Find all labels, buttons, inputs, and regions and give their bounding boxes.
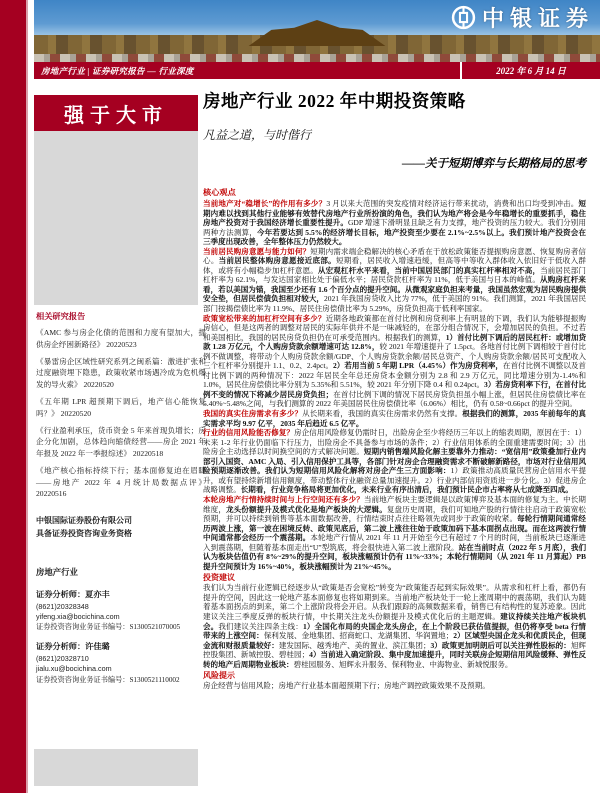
paragraph-segment-plain: 房企经营与信用风险；房地产行业基本面超预期下行；房地产调控政策效果不及预期。 [203, 681, 490, 691]
report-item: 《地产核心指标持续下行；基本面修复迫在眉睫——房地产 2022 年 4 月统计局数据点评》 20220516 [36, 466, 206, 498]
boc-logo-text: 中银证券 [481, 6, 594, 31]
paragraph [203, 681, 586, 691]
paragraph-segment-bold: 短期内销售端风险化解主要靠外力推动：“宽信用”政策叠加行业内部引入国资、AMC 入局、引入信用保护工具等，各部门针对房企合理融资需求不断破解新路径，市场对行业信用风险预期逐渐改善。我们认为短期信用风险化解将对房企产生三方面影响： [203, 447, 586, 476]
paragraph-segment-bold: 从购房杠杆来看，若以美国为锚，我国至少还有 1.6 个百分点的提升空间。从微观家庭负担来考量，我国虽然宏观为居民购房提供安全垫，但居民偿债负担相对较大， [203, 275, 587, 304]
paragraph-segment-plain: GDP 增速下滑明显且缺乏有力支撑，地产投资的压力较大。我们分别用两种方法测算， [203, 218, 586, 237]
report-title: 房地产行业 2022 年中期投资策略 [203, 91, 466, 111]
paragraph-segment-plain: 1）政策推动高质量民营房企信用水平提升，或有望持续新增信用额度，带动整体行业融资总量加速提升。2）行业内部信用资质进一步分化。3）促进房企战略调整。 [203, 466, 586, 495]
main-column [203, 88, 586, 691]
paragraph-segment-bold: 长期看，行业竞争格局将更加优化，未来行业有序出清后，我们预计民企市占率将从七成降至四成。 [240, 485, 573, 495]
paragraph-segment-plain: 旭辉控股集团、新城控股、碧桂园； [203, 640, 586, 660]
paragraph-segment-plain: 我们认为当前行业逻辑已经逐步从“政策是否会宽松”转变为“政策能否起到实际效果”。从需求和杠杆上看，都仍有提升的空间，因此这一轮地产基本面修复也将如期到来。当前地产板块处于一轮上涨周期中的震荡期，我们认为随着基本面拐点的到来，第二个上涨阶段将会开启。从我们跟踪的高频数据来看，销售已有结构性的复苏迹象。因此建议关注三季度反弹的板块行情，中长期关注龙头份额提升及模式优化后的主题逻辑。 [203, 583, 586, 621]
paragraph-segment-bold: 1）首付比例下调后的居民杠杆：或增加贷款 1.28 万亿元，个人购房贷款余额增速可达 12.8%， [203, 332, 586, 352]
paragraph-segment-plain: 当前居民部门杠杆率为 62.1%，与发达国家相比处于偏低水平；居民贷款杠杆率为 11%，低于美国与日本的峰值。 [203, 265, 586, 285]
paragraph-segment-plain: 建发国际、越秀地产、美的置业、滨江集团； [278, 640, 431, 650]
report-date: 2022 年 6 月 14 日 [496, 66, 566, 76]
paragraph [203, 314, 586, 409]
analyst-phone: (8621)20328348 [36, 601, 89, 611]
paragraph-segment-lead: 当前居民购房意愿与能力如何？ [203, 246, 311, 256]
company-block [36, 515, 206, 541]
paragraph-segment-plain: 较 2021 年增速提升了 1.5pct。各地首付比例下调相较于首付比例不做调整，将带动个人购房贷款余额/GDP、个人购房贷款余额/居民总资产、个人购房贷款余额/居民可支配收入三个杠杆率分别提升 1.1、0.2、2.4pct。 [203, 342, 586, 371]
paragraph [203, 495, 586, 571]
section-heading: 风险提示 [203, 671, 235, 681]
paragraph-segment-bold: 1）全国化布局的央国企龙头房企，在上个阶段已获估值提振，但仍将享受 beta 行情带来的上涨空间： [203, 621, 586, 641]
paragraph-segment-bold: 3）若房贷利率下行，在首付比例不变的情况下将减少居民房贷负担； [203, 380, 586, 399]
report-subtitle: 凡益之道，与时偕行 [203, 128, 312, 142]
paragraph-segment-bold: 建议持续关注地产板块机会。 [203, 611, 586, 631]
analyst-role: 证券分析师：夏亦丰 [36, 589, 110, 599]
header-photo-forbidden-city [34, 0, 600, 62]
paragraph-segment-bold: 当前居民整体购房意愿接近底部。 [218, 256, 336, 266]
report-info-bar [34, 62, 600, 79]
boc-coin-icon [451, 5, 476, 30]
paragraph-segment-plain: 近期各地政策都在首付比例和房贷利率上有明显的下调，我们认为能够提振购房信心，但是这两者的调整对居民的实际年供并不是一味减轻的，在部分组合情况下，会增加居民的负担。不过若和美国相比，我国的居民房贷负担仍在可承受范围内。根据我们的测算， [203, 313, 586, 342]
paragraph-segment-lead: 行业的信用风险能否修复？ [203, 428, 295, 438]
bottom-gray-panel [34, 749, 198, 786]
paragraph-segment-plain: 我们建议关注四条主线： [218, 621, 303, 631]
paragraph-segment-plain: 本轮地产行情从 2021 年 11 月开始至今已有超过 7 个月的时间，当前板块已逐渐进入到震荡期，但随着基本面走出“U”型筑底，将会很快进入第二波上涨阶段。 [203, 533, 586, 552]
company-name: 中银国际证券股份有限公司 [36, 516, 132, 526]
rating-badge: 强于大市 [34, 95, 198, 131]
paragraph-segment-bold: 短期内难以找到其他行业能够有效替代房地产行业所扮演的角色，我们认为地产将会是今年稳增长的重要抓手，稳住房地产投资对于我国经济增长重要性提升。 [203, 199, 586, 228]
core-views-body [203, 199, 586, 691]
analyst-email: yifeng.xia@bocichina.com [36, 611, 120, 621]
paragraph-segment-plain: 保利发展、金地集团、招商蛇口、龙湖集团、华润置地； [263, 631, 454, 641]
report-item: 《五年期 LPR 超预期下调后，地产信心能恢复吗？》 20220520 [36, 397, 206, 418]
paragraph [203, 428, 586, 495]
section-heading: 投资建议 [203, 573, 235, 583]
paragraph-segment-bold: 今年若要达到 5.5%的经济增长目标，地产投资至少要在 2.1%~2.5%以上。我们预计地产投资会在三季度出现改善，全年整体压力仍然较大。 [203, 227, 586, 247]
report-item: 《行业盈利承压，货币资金 5 年来首现负增长；房企分化加剧，总体趋向缩债经营——房企 2021 年年报及 2022 年一季报综述》 20220518 [36, 426, 206, 458]
paragraph [203, 583, 586, 669]
company-qualification: 具备证券投资咨询业务资格 [36, 529, 132, 539]
paragraph [203, 247, 586, 314]
paragraph [203, 409, 586, 428]
boc-securities-logo [451, 2, 594, 33]
analyst-email: jialu.xu@bocichina.com [36, 664, 112, 674]
paragraph-segment-bold: 2）区域型央国企龙头和优质民企，但现金流和财报质量较好： [203, 631, 586, 650]
paragraph-segment-plain: 在首付比例不调整以及首付比例下调的两种情况下：2022 年居民全年总还房贷本金额分别为 2.8 和 2.9 万亿元，同比增速分别为-1.4%和 1.0%，居民住房偿债比率分别为 5.35%和 5.51%，较 2021 年分别下降 0.4 和 0.24pct。 [203, 361, 586, 390]
paragraph-segment-plain: 3 月以来大范围的突发疫情对经济运行带来扰动，消费和出口均受到冲击。 [326, 199, 579, 208]
paragraph-segment-bold: 4）当前进入确定阶段、集中度加速提升，同时关联房企短期信用风险缓释、弹性反转的地产后周期物业板块： [203, 650, 586, 669]
paragraph-segment-plain: 当前地产板块主要逻辑是以政策博弈及基本面的修复为主。中长期维度， [203, 494, 586, 514]
paragraph-segment-bold: 3）政策更加明朗后可以关注弹性股标的： [430, 640, 571, 650]
core-views-heading: 核心观点 [203, 188, 236, 197]
paragraph-segment-bold: 站在当前时点（2022 年 5 月底），我们认为板块估值仍有 8%~29%的提升空间，板块涨幅预计仍有 11%~33%；本轮行情期间（从 2021 年 11 月算起）PB 提升空间预计为 16%~40%，板块涨幅预计为 21%~45%。 [203, 542, 586, 571]
analyst-phone: (8621)20328710 [36, 654, 89, 664]
analyst-cert: 证券投资咨询业务证书编号：S1300521070005 [36, 623, 181, 632]
paragraph-segment-lead: 政策宽松带来的加杠杆空间有多少？ [203, 313, 326, 323]
industry-label: 房地产行业 [36, 567, 78, 577]
paragraph-segment-lead: 本轮房地产行情持续时间与上行空间还有多少？ [203, 494, 364, 504]
paragraph-segment-plain: 房企信用风险修复仍需时日，出险房企至少将经历三年以上的缩表周期，原因在于：1）未来 1-2 年行业仍面临下行压力，出险房企不具备参与市场的条件；2）行业信用体系的全面重建需要时间；3）出险房企主动选择以时间换空间的方式解决问题。 [203, 428, 586, 457]
analyst-cert: 证券投资咨询业务证书编号：S1300521110002 [36, 675, 180, 684]
paragraph-segment-bold: 每轮行情期间通常经历两波上涨，第一波在困境反转、政策见底后，第二波上涨往往始于政策加码下基本面拐点出现。而在这两波行情中间通常都会经历一个震荡期。 [203, 514, 586, 543]
related-reports-title: 相关研究报告 [36, 312, 86, 321]
paragraph-segment-lead: 当前地产对“稳增长”的作用有多少？ [203, 199, 327, 208]
analyst-block [36, 641, 206, 685]
analysts-list [36, 589, 206, 685]
sidebar [36, 311, 206, 685]
paragraph-segment-plain: 从长期来看，我国的真实住房需求仍然有支撑。 [302, 409, 463, 419]
paragraph-segment-plain: 短期内需求端企稳解决的核心矛盾在于放松政策能否提振购房意愿、恢复购房者信心。 [203, 246, 586, 266]
paragraph-segment-plain: 2021 年我国房贷收入比为 77%，低于美国的 91%。我们测算，2021 年我国居民部门按揭偿债比率为 11.9%、居民住房偿债比率为 5.29%，房贷负担高于低利率国家。 [203, 294, 586, 314]
paragraph-segment-plain: 碧桂园服务、旭辉永升服务、保利物业、中海物业、新城悦服务。 [293, 659, 513, 669]
report-item: 《AMC 参与房企化债的范围和力度有望加大，提供房企纾困新路径》 20220523 [36, 328, 206, 349]
paragraph-segment-bold: 从宏观杠杆水平来看，当前中国居民部门的真实杠杆率相对不高， [317, 265, 541, 275]
report-item: 《暴雷房企区域性研究系列之闽系篇：激进扩张和过度融资埋下隐患，政策收紧市场遇冷成为危机爆发的导火索》 20220520 [36, 357, 206, 389]
paragraph-segment-bold: 根据我们的测算，2035 年前每年的真实需求平均 9.97 亿平，2035 年后趋近 6.5 亿平。 [203, 409, 586, 428]
analyst-role: 证券分析师：许佳璐 [36, 642, 110, 652]
analyst-block [36, 589, 206, 633]
related-reports-list [36, 327, 206, 499]
paragraph-segment-plain: 短期看，居民收入增速趋缓，但高等中等收入群体收入依旧好于低收入群体，或将有小幅稳步加杠杆意愿。 [203, 256, 586, 275]
paragraph-segment-plain: 在首付比例下调的情况下居民房贷负担虽小幅上涨，但居民住房偿债比率在 5.40%~5.48%之间，与我们测算的 2022 年美国居民住房偿债比率（6.06%）相比，仍有 0.58~0.66pct 的提升空间。 [203, 389, 586, 409]
left-brand-stripe [0, 0, 28, 793]
report-tagline: ——关于短期博弈与长期格局的思考 [402, 158, 586, 170]
rating-gray-panel [34, 131, 198, 305]
paragraph-segment-lead: 我国的真实住房需求有多少？ [203, 409, 303, 419]
paragraph-segment-bold: 2）若用当前 5 年期 LPR（4.45%）作为房贷利率， [333, 361, 503, 371]
paragraph-segment-plain: 复盘历史周期，我们可知地产股的行情往往启动于政策宽松预期，并可以持续到销售等基本面数据改善，行情结束时点往往略领先或同步于政策的收紧。 [203, 504, 586, 524]
paragraph-segment-bold: 龙头份额提升及模式优化是地产板块的大逻辑。 [225, 504, 387, 514]
report-category-label: 房地产行业 | 证券研究报告 — 行业深度 [41, 65, 194, 76]
paragraph [203, 199, 586, 247]
palace-wall [34, 54, 600, 62]
